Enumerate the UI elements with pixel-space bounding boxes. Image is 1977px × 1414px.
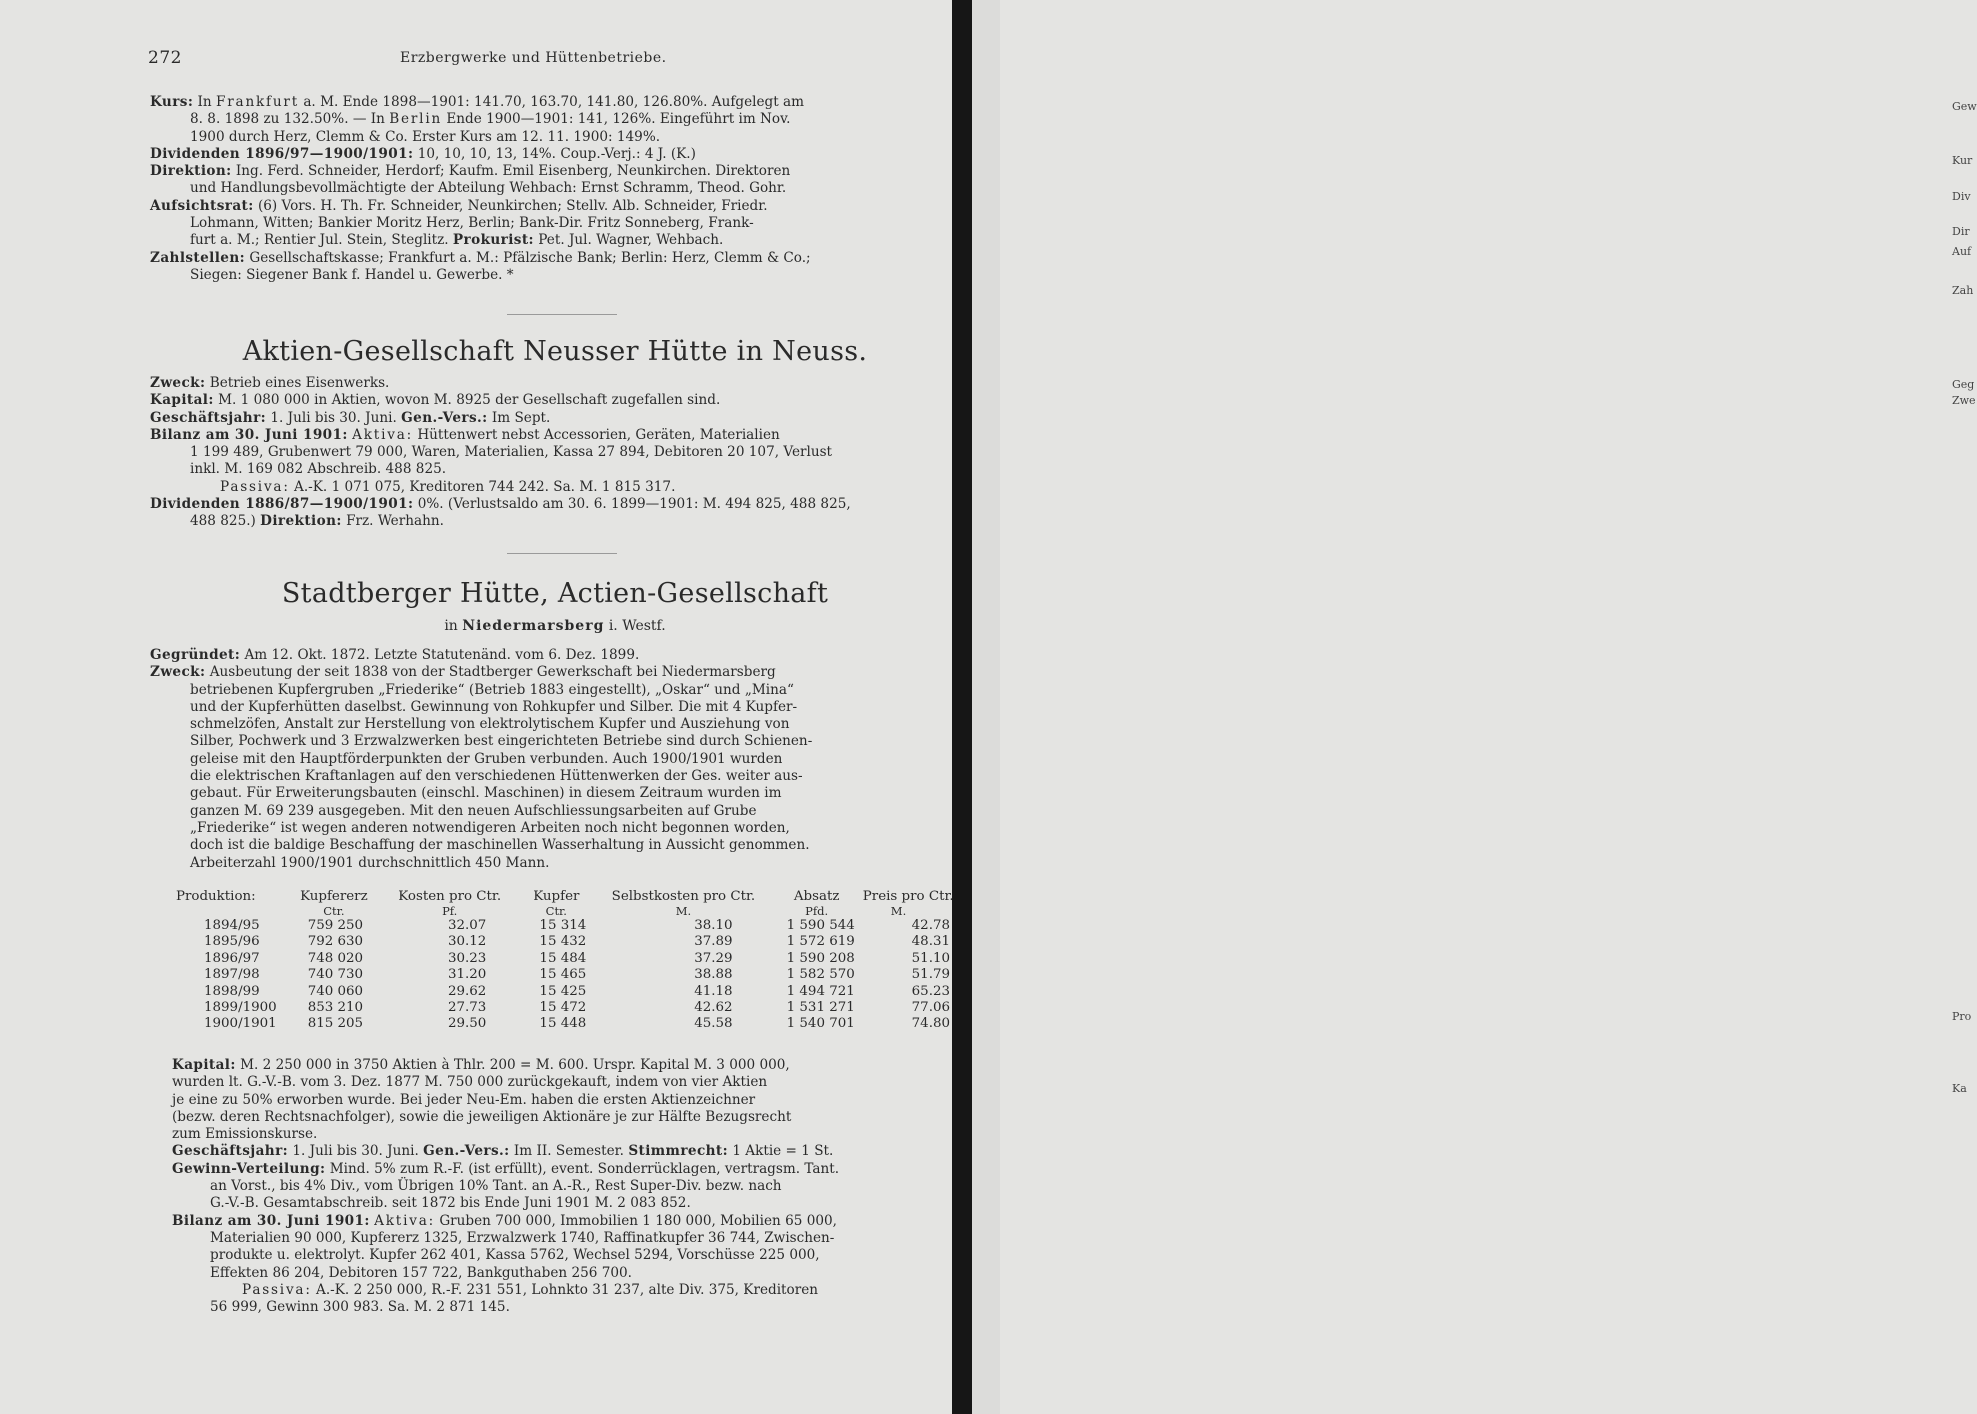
production-label: Produktion: (176, 889, 256, 904)
production-cell: 37.29 (694, 950, 733, 966)
text-run: und Handlungsbevollmächtigte der Abteilung Wehbach: Ernst Schramm, Theod. Gohr. (190, 180, 787, 197)
entry-stadtberger-finance (172, 1057, 962, 1316)
text-run: „Friederike“ ist wegen anderen notwendigeren Arbeiten noch nicht begonnen worden, (190, 819, 790, 836)
field-label: Geschäftsjahr: (172, 1143, 289, 1160)
production-cell: 1895/96 (204, 934, 260, 950)
production-cell: 15 448 (539, 1016, 587, 1032)
text-line (150, 699, 960, 716)
text-line (150, 751, 960, 768)
column-header: Selbstkosten pro Ctr. M. (611, 889, 756, 918)
text-run: gebaut. Für Erweiterungsbauten (einschl. Maschinen) in diesem Zeitraum wurden im (190, 785, 782, 802)
production-cell: 853 210 (307, 1000, 364, 1016)
text-line (150, 855, 960, 872)
running-title: Erzbergwerke und Hüttenbetriebe. (400, 50, 667, 66)
text-line (172, 1195, 962, 1212)
text-line (150, 146, 960, 163)
text-run: (bezw. deren Rechtsnachfolger), sowie die jeweiligen Aktionäre je zur Hälfte Bezugsrecht (172, 1108, 792, 1125)
production-cell: 65.23 (911, 983, 950, 999)
edge-word: Pro (1952, 1010, 1972, 1023)
text-run: Hüttenwert nebst Accessorien, Geräten, Materialien (413, 426, 780, 443)
entry-continuation (150, 94, 960, 284)
field-label: Kapital: (172, 1057, 236, 1073)
text-run: A.-K. 1 071 075, Kreditoren 744 242. Sa. M. 1 815 317. (289, 478, 676, 495)
production-cell: 77.06 (911, 1000, 950, 1016)
production-cell: 45.58 (694, 1016, 733, 1032)
text-run: Effekten 86 204, Debitoren 157 722, Bankguthaben 256 700. (210, 1264, 632, 1281)
text-line (150, 198, 960, 215)
text-run: (6) Vors. H. Th. Fr. Schneider, Neunkirchen; Stellv. Alb. Schneider, Friedr. (253, 197, 768, 214)
text-run: ganzen M. 69 239 ausgegeben. Mit den neuen Aufschliessungsarbeiten auf Grube (190, 802, 757, 819)
column-header: Preis pro Ctr. M. (862, 889, 954, 918)
text-line (172, 1143, 962, 1160)
subtitle-suffix: i. Westf. (604, 618, 666, 634)
production-cell: 51.79 (911, 967, 950, 983)
column-header: Kosten pro Ctr. Pf. (398, 889, 502, 918)
production-cell: 1 531 271 (786, 1000, 855, 1016)
production-row (176, 984, 956, 1000)
text-line (150, 479, 960, 496)
text-run: 1900 durch Herz, Clemm & Co. Erster Kurs am 12. 11. 1900: 149%. (190, 128, 661, 145)
production-cell: 38.88 (694, 967, 733, 983)
text-run: Arbeiterzahl 1900/1901 durchschnittlich 450 Mann. (190, 854, 550, 871)
production-cell: 74.80 (911, 1016, 950, 1032)
production-cell: 1896/97 (204, 950, 260, 966)
field-label: Zweck: (150, 664, 206, 681)
text-line (172, 1126, 962, 1143)
production-cell: 815 205 (307, 1016, 364, 1032)
text-line (150, 427, 960, 444)
text-run: furt a. M.; Rentier Jul. Stein, Steglitz. (190, 232, 453, 249)
text-line (150, 375, 960, 392)
production-cell: 1 590 544 (786, 918, 855, 933)
text-run: Im Sept. (487, 409, 551, 426)
production-cell: 48.31 (911, 934, 950, 950)
text-run: Im II. Semester. (509, 1143, 629, 1160)
text-line (150, 392, 960, 409)
field-label: Gegründet: (150, 647, 241, 663)
production-cell: 41.18 (694, 983, 733, 999)
edge-word: Gew (1952, 100, 1977, 113)
text-run: doch ist die baldige Beschaffung der maschinellen Wasserhaltung in Aussicht genommen. (190, 837, 810, 854)
text-run: Ausbeutung der seit 1838 von der Stadtberger Gewerkschaft bei Niedermarsberg (205, 664, 776, 681)
production-cell: 740 060 (307, 983, 364, 999)
text-run: und der Kupferhütten daselbst. Gewinnung von Rohkupfer und Silber. Die mit 4 Kupfer- (190, 698, 798, 715)
text-run: Ing. Ferd. Schneider, Herdorf; Kaufm. Emil Eisenberg, Neunkirchen. Direktoren (231, 163, 791, 180)
production-cell: 748 020 (307, 950, 364, 966)
production-cell: 1894/95 (204, 918, 260, 933)
text-run: 0%. (Verlustsaldo am 30. 6. 1899—1901: M. 494 825, 488 825, (413, 496, 851, 513)
text-run: je eine zu 50% erworben wurde. Bei jeder Neu-Em. haben die ersten Aktienzeichner (172, 1091, 756, 1108)
text-run: 56 999, Gewinn 300 983. Sa. M. 2 871 145. (210, 1299, 510, 1316)
text-line (172, 1178, 962, 1195)
text-line (172, 1230, 962, 1247)
text-line (150, 232, 960, 249)
text-run: Siegen: Siegener Bank f. Handel u. Gewerbe. * (190, 266, 514, 283)
production-cell: 1 572 619 (786, 934, 855, 950)
text-run: Gesellschaftskasse; Frankfurt a. M.: Pfälzische Bank; Berlin: Herz, Clemm & Co.; (245, 249, 811, 266)
text-line (150, 267, 960, 284)
text-line (172, 1265, 962, 1282)
text-line (150, 733, 960, 750)
production-cell: 792 630 (307, 934, 364, 950)
production-cell: 1 582 570 (786, 967, 855, 983)
entry-subtitle (150, 618, 960, 634)
facing-page-edge (972, 0, 1977, 1414)
spaced-term: Frankfurt (216, 94, 299, 110)
text-run: Mind. 5% zum R.-F. (ist erfüllt), event. Sonderrücklagen, vertragsm. Tant. (325, 1160, 840, 1177)
edge-word: Zah (1952, 284, 1974, 297)
text-run: Ende 1900—1901: 141, 126%. Eingeführt im Nov. (442, 111, 791, 128)
field-label: Stimmrecht: (628, 1143, 729, 1160)
subtitle-prefix: in (444, 618, 463, 634)
text-run: 1. Juli bis 30. Juni. (266, 409, 402, 426)
text-run: schmelzöfen, Anstalt zur Herstellung von elektrolytischem Kupfer und Ausziehung von (190, 716, 790, 733)
production-cell: 1900/1901 (204, 1016, 277, 1032)
text-run: produkte u. elektrolyt. Kupfer 262 401, Kassa 5762, Wechsel 5294, Vorschüsse 225 000, (210, 1247, 820, 1264)
production-cell: 15 425 (539, 983, 587, 999)
text-run: Betrieb eines Eisenwerks. (205, 375, 390, 391)
production-header-row (176, 890, 956, 918)
section-divider (507, 553, 617, 554)
edge-word: Ka (1952, 1082, 1967, 1095)
text-line (150, 180, 960, 197)
text-line (172, 1161, 962, 1178)
text-run: G.-V.-B. Gesamtabschreib. seit 1872 bis Ende Juni 1901 M. 2 083 852. (210, 1195, 691, 1212)
text-line (150, 803, 960, 820)
production-cell: 1898/99 (204, 983, 260, 999)
text-line (150, 163, 960, 180)
text-run: Lohmann, Witten; Bankier Moritz Herz, Berlin; Bank-Dir. Fritz Sonneberg, Frank- (190, 215, 754, 232)
field-label: Zweck: (150, 375, 206, 391)
text-run: an Vorst., bis 4% Div., vom Übrigen 10% Tant. an A.-R., Rest Super-Div. bezw. nach (210, 1178, 782, 1195)
text-run: Am 12. Okt. 1872. Letzte Statutenänd. vom 6. Dez. 1899. (240, 647, 640, 663)
field-label: Gewinn-Verteilung: (172, 1160, 326, 1177)
production-cell: 15 432 (539, 934, 587, 950)
production-cell: 51.10 (911, 950, 950, 966)
text-run: Materialien 90 000, Kupfererz 1325, Erzwalzwerk 1740, Raffinatkupfer 36 744, Zwischen- (210, 1229, 835, 1246)
text-line (150, 647, 960, 664)
text-run: A.-K. 2 250 000, R.-F. 231 551, Lohnkto 31 237, alte Div. 375, Kreditoren (311, 1281, 819, 1298)
text-run: a. M. Ende 1898—1901: 141.70, 163.70, 141.80, 126.80%. Aufgelegt am (299, 94, 805, 110)
text-line (172, 1074, 962, 1091)
production-cell: 42.62 (694, 1000, 733, 1016)
field-label: Prokurist: (452, 232, 534, 249)
text-run: betriebenen Kupfergruben „Friederike“ (Betrieb 1883 eingestellt), „Oskar“ und „Mina“ (190, 681, 794, 698)
production-cell: 1 590 208 (786, 950, 855, 966)
spaced-term: Passiva: (242, 1281, 312, 1298)
field-label: Direktion: (150, 163, 232, 180)
entry-title-stadtberger: Stadtberger Hütte, Actien-Gesellschaft (281, 578, 829, 609)
field-label: Kurs: (150, 94, 194, 110)
text-line (150, 682, 960, 699)
text-line (150, 461, 960, 478)
production-cell: 31.20 (447, 967, 487, 983)
text-run: inkl. M. 169 082 Abschreib. 488 825. (190, 461, 447, 478)
text-run: 488 825.) (190, 513, 261, 530)
text-line (150, 768, 960, 785)
edge-word: Zwe (1952, 394, 1976, 407)
text-run: geleise mit den Hauptförderpunkten der Gruben verbunden. Auch 1900/1901 wurden (190, 750, 783, 767)
text-run: M. 2 250 000 in 3750 Aktien à Thlr. 200 = M. 600. Urspr. Kapital M. 3 000 000, (235, 1057, 790, 1073)
field-label: Bilanz am 30. Juni 1901: (172, 1212, 370, 1229)
text-run: Gruben 700 000, Immobilien 1 180 000, Mobilien 65 000, (435, 1212, 837, 1229)
text-line (172, 1282, 962, 1299)
production-cell: 759 250 (307, 918, 364, 933)
column-header: Kupfererz Ctr. (300, 889, 368, 918)
production-row (176, 934, 956, 950)
column-header: Kupfer Ctr. (533, 889, 580, 918)
production-cell: 32.07 (447, 918, 487, 933)
text-line (172, 1109, 962, 1126)
text-line (150, 785, 960, 802)
edge-word: Geg (1952, 378, 1975, 391)
field-label: Geschäftsjahr: (150, 409, 267, 426)
column-header: Absatz Pfd. (793, 889, 840, 918)
text-run: In (193, 94, 217, 110)
production-cell: 1 540 701 (786, 1016, 855, 1032)
production-table (176, 890, 956, 1033)
production-cell: 1897/98 (204, 967, 260, 983)
text-line (150, 250, 960, 267)
production-cell: 37.89 (694, 934, 733, 950)
text-line (172, 1299, 962, 1316)
field-label: Dividenden 1896/97—1900/1901: (150, 145, 414, 162)
field-label: Gen.-Vers.: (423, 1143, 510, 1160)
field-label: Dividenden 1886/87—1900/1901: (150, 496, 414, 513)
text-run: 8. 8. 1898 zu 132.50%. — In (190, 111, 390, 128)
text-line (172, 1213, 962, 1230)
production-cell: 1899/1900 (204, 1000, 277, 1016)
field-label: Zahlstellen: (150, 249, 246, 266)
subtitle-place: Niedermarsberg (462, 618, 605, 634)
production-cell: 42.78 (911, 918, 950, 933)
production-cell: 38.10 (694, 918, 733, 933)
field-label: Kapital: (150, 392, 214, 409)
text-run: wurden lt. G.-V.-B. vom 3. Dez. 1877 M. 750 000 zurückgekauft, indem von vier Aktien (172, 1074, 768, 1091)
text-run: M. 1 080 000 in Aktien, wovon M. 8925 der Gesellschaft zugefallen sind. (213, 392, 721, 409)
production-row (176, 967, 956, 983)
production-cell: 15 472 (539, 1000, 587, 1016)
spaced-term: Berlin (389, 111, 443, 128)
text-line (150, 94, 960, 111)
edge-word: Dir (1952, 225, 1970, 238)
production-rows (176, 918, 956, 1033)
production-cell: 30.23 (447, 950, 487, 966)
entry-title-neuss: Aktien-Gesellschaft Neusser Hütte in Neuss. (242, 336, 868, 367)
spaced-term: Aktiva: (352, 426, 413, 443)
text-line (150, 129, 960, 146)
text-run: 1 Aktie = 1 St. (728, 1143, 834, 1160)
text-run: zum Emissionskurse. (172, 1126, 318, 1143)
text-run: 10, 10, 10, 13, 14%. Coup.-Verj.: 4 J. (K.) (413, 145, 696, 162)
production-cell: 27.73 (447, 1000, 487, 1016)
production-row (176, 1016, 956, 1032)
text-line (150, 820, 960, 837)
production-cell: 15 465 (539, 967, 587, 983)
text-line (150, 837, 960, 854)
field-label: Gen.-Vers.: (401, 409, 488, 426)
field-label: Aufsichtsrat: (150, 197, 254, 214)
text-line (150, 496, 960, 513)
text-run: 1 199 489, Grubenwert 79 000, Waren, Materialien, Kassa 27 894, Debitoren 20 107, Verlust (190, 444, 833, 461)
text-line (150, 410, 960, 427)
edge-word: Div (1952, 190, 1971, 203)
text-run: die elektrischen Kraftanlagen auf den verschiedenen Hüttenwerken der Ges. weiter aus- (190, 768, 803, 785)
text-line (172, 1092, 962, 1109)
production-cell: 740 730 (307, 967, 364, 983)
production-cell: 29.50 (447, 1016, 487, 1032)
production-cell: 1 494 721 (786, 983, 855, 999)
text-line (150, 111, 960, 128)
entry-neuss-body (150, 375, 960, 531)
page-number: 272 (148, 48, 182, 68)
field-label: Bilanz am 30. Juni 1901: (150, 426, 348, 443)
production-cell: 29.62 (447, 983, 487, 999)
text-line (150, 716, 960, 733)
production-cell: 15 314 (539, 918, 587, 933)
production-cell: 15 484 (539, 950, 587, 966)
text-line (150, 444, 960, 461)
text-run: Frz. Werhahn. (341, 513, 444, 530)
text-line (172, 1247, 962, 1264)
production-row (176, 1000, 956, 1016)
edge-word: Auf (1952, 245, 1972, 258)
text-run: Silber, Pochwerk und 3 Erzwalzwerken best eingerichteten Betriebe sind durch Schienen- (190, 733, 813, 750)
entry-stadtberger-body (150, 647, 960, 872)
field-label: Direktion: (260, 513, 342, 530)
production-row (176, 918, 956, 934)
text-line (150, 513, 960, 530)
text-run: Pet. Jul. Wagner, Wehbach. (533, 232, 724, 249)
spaced-term: Aktiva: (374, 1212, 435, 1229)
section-divider (507, 314, 617, 315)
text-line (150, 664, 960, 681)
text-run: 1. Juli bis 30. Juni. (288, 1143, 424, 1160)
page-header (148, 48, 948, 72)
production-row (176, 951, 956, 967)
text-line (150, 215, 960, 232)
text-line (172, 1057, 962, 1074)
spaced-term: Passiva: (220, 478, 290, 495)
production-cell: 30.12 (447, 934, 487, 950)
edge-word: Kur (1952, 154, 1973, 167)
